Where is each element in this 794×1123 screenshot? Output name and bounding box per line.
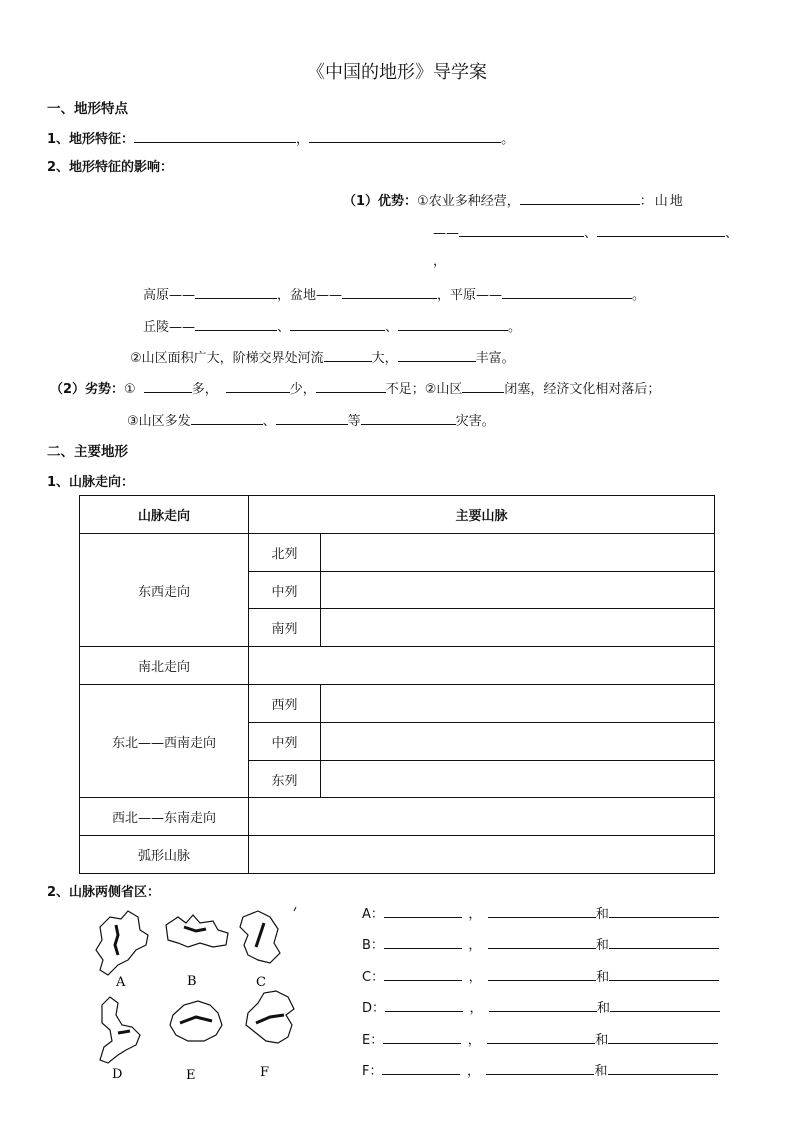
adv-row-6 xyxy=(130,347,515,368)
answer-row-d xyxy=(362,997,720,1018)
dun-3: 、 xyxy=(277,320,291,335)
cell-arc[interactable] xyxy=(249,836,715,874)
adv-row-5 xyxy=(143,316,521,337)
dis-row-1 xyxy=(50,378,660,399)
answer-blank[interactable] xyxy=(384,934,462,949)
map-e-outline xyxy=(170,1001,222,1041)
dis-blank-4[interactable] xyxy=(462,378,504,393)
dis-row-2 xyxy=(127,410,495,431)
adv-row-2 xyxy=(433,222,738,243)
row-arc: 弧形山脉 xyxy=(80,836,249,874)
map-d-outline xyxy=(100,997,140,1063)
q1-row xyxy=(47,128,514,149)
map-label-c: C xyxy=(256,975,266,990)
dis-blank-2[interactable] xyxy=(226,378,290,393)
dis-2: ②山区 xyxy=(424,382,463,397)
qiuling-label: 丘陵—— xyxy=(143,320,196,335)
dis-blank-1[interactable] xyxy=(144,378,192,393)
row-nesw-west: 西列 xyxy=(249,685,321,723)
dis-zaihai: 灾害。 xyxy=(455,414,495,429)
page-title: 《中国的地形》导学案 xyxy=(307,62,487,83)
dun-2: 、 xyxy=(725,226,739,241)
answer-blank[interactable] xyxy=(488,934,596,949)
pendi-label: ，盆地—— xyxy=(277,288,343,303)
answer-label: B： xyxy=(362,938,384,953)
answer-blank[interactable] xyxy=(385,997,463,1012)
answer-blank[interactable] xyxy=(384,903,462,918)
table-header-mountains: 主要山脉 xyxy=(249,496,715,534)
map-c-outline xyxy=(240,907,296,963)
adv-label: （1）优势： xyxy=(343,194,418,209)
answer-and: 和 xyxy=(596,970,610,985)
map-label-a: A xyxy=(116,975,126,990)
section-2-heading: 二、主要地形 xyxy=(47,444,128,460)
dun-1: 、 xyxy=(584,226,598,241)
answer-blank[interactable] xyxy=(488,903,596,918)
answer-label: E： xyxy=(362,1033,384,1048)
answer-sep: ， xyxy=(466,1064,480,1079)
province-maps xyxy=(88,905,313,1085)
dun-4: 、 xyxy=(385,320,399,335)
map-label-f: F xyxy=(260,1065,270,1080)
cell-nesw-middle[interactable] xyxy=(321,723,715,761)
q1-blank-2[interactable] xyxy=(309,128,501,143)
adv-row-1 xyxy=(343,190,685,211)
map-a-outline xyxy=(96,911,148,975)
cell-ew-middle[interactable] xyxy=(321,572,715,609)
dis-1: ① xyxy=(124,382,136,397)
cell-ew-south[interactable] xyxy=(321,609,715,647)
answer-sep: ， xyxy=(468,938,482,953)
answer-blank[interactable] xyxy=(608,1060,718,1075)
answer-sep: ， xyxy=(467,1033,481,1048)
table-header-direction: 山脉走向 xyxy=(80,496,249,534)
adv2-text-b: 大， xyxy=(371,351,398,366)
answer-blank[interactable] xyxy=(609,903,719,918)
answer-blank[interactable] xyxy=(383,1029,461,1044)
mountain-blank-1[interactable] xyxy=(459,222,584,237)
answer-and: 和 xyxy=(594,1064,608,1079)
cell-nesw-west[interactable] xyxy=(321,685,715,723)
mountain-dash: —— xyxy=(433,226,459,241)
answer-blank[interactable] xyxy=(384,966,462,981)
answer-blank[interactable] xyxy=(608,1029,718,1044)
cell-nesw-east[interactable] xyxy=(321,761,715,798)
dis-blank-7[interactable] xyxy=(361,410,456,425)
pingyuan-blank[interactable] xyxy=(502,284,632,299)
section-1-heading: 一、地形特点 xyxy=(47,101,128,117)
q2-label: 2、地形特征的影响： xyxy=(47,160,174,175)
adv2-text-a: ②山区面积广大，阶梯交界处河流 xyxy=(130,351,324,366)
adv-row-4 xyxy=(143,284,645,305)
row-ew-middle: 中列 xyxy=(249,572,321,609)
dun-5: 、 xyxy=(262,414,276,429)
gaoyuan-label: 高原—— xyxy=(143,288,196,303)
answer-row-b xyxy=(362,934,719,955)
cell-ew-north[interactable] xyxy=(321,534,715,572)
cell-ns[interactable] xyxy=(249,647,715,685)
dis-deng: 等 xyxy=(347,414,361,429)
qiuling-blank-3[interactable] xyxy=(398,316,508,331)
mountain-direction-table xyxy=(79,495,715,874)
pendi-blank[interactable] xyxy=(342,284,437,299)
dis-blank-6[interactable] xyxy=(276,410,348,425)
row-ew-south: 南列 xyxy=(249,609,321,647)
answer-blank[interactable] xyxy=(610,997,720,1012)
dis-3: ③山区多发 xyxy=(127,414,191,429)
adv2-blank-2[interactable] xyxy=(398,347,476,362)
answer-row-f xyxy=(362,1060,718,1081)
answer-sep: ， xyxy=(468,907,482,922)
dis-shao: 少， xyxy=(289,382,316,397)
q1-end: 。 xyxy=(501,132,515,147)
answer-row-a xyxy=(362,903,719,924)
answer-row-e xyxy=(362,1029,718,1050)
row-nesw: 东北——西南走向 xyxy=(80,685,249,798)
adv2-text-c: 丰富。 xyxy=(475,351,515,366)
cell-nwse[interactable] xyxy=(249,798,715,836)
dis-2b: 闭塞，经济文化相对落后； xyxy=(504,382,661,397)
s2-q1-label: 1、山脉走向： xyxy=(47,475,135,490)
adv2-blank-1[interactable] xyxy=(324,347,372,362)
answer-blank[interactable] xyxy=(486,1060,594,1075)
q1-blank-1[interactable] xyxy=(134,128,296,143)
row-nwse: 西北——东南走向 xyxy=(80,798,249,836)
answer-blank[interactable] xyxy=(488,966,596,981)
answer-and: 和 xyxy=(595,938,609,953)
adv-blank-1[interactable] xyxy=(520,190,640,205)
answer-and: 和 xyxy=(597,1001,611,1016)
pingyuan-label: ，平原—— xyxy=(437,288,503,303)
adv-colon: ：山地 xyxy=(639,194,685,209)
answer-row-c xyxy=(362,966,719,987)
answer-blank[interactable] xyxy=(489,997,597,1012)
answer-blank[interactable] xyxy=(609,934,719,949)
adv-item-1: ①农业多种经营， xyxy=(417,194,520,209)
answer-sep: ， xyxy=(469,1001,483,1016)
dis-blank-5[interactable] xyxy=(191,410,263,425)
map-b-outline xyxy=(166,915,228,947)
gaoyuan-blank[interactable] xyxy=(195,284,277,299)
map-label-b: B xyxy=(187,974,197,989)
q1-sep: ， xyxy=(296,132,310,147)
map-label-e: E xyxy=(186,1068,196,1083)
row5-end: 。 xyxy=(508,320,522,335)
row4-end: 。 xyxy=(632,288,646,303)
answer-label: D： xyxy=(362,1001,386,1016)
row-ew: 东西走向 xyxy=(80,534,249,647)
answer-label: F： xyxy=(362,1064,383,1079)
answer-blank[interactable] xyxy=(487,1029,595,1044)
dis-label: （2）劣势： xyxy=(50,382,125,397)
answer-label: A： xyxy=(362,907,384,922)
dis-blank-3[interactable] xyxy=(316,378,386,393)
answer-blank[interactable] xyxy=(609,966,719,981)
row-ew-north: 北列 xyxy=(249,534,321,572)
map-f-outline xyxy=(246,991,294,1043)
map-label-d: D xyxy=(112,1067,123,1082)
row-nesw-middle: 中列 xyxy=(249,723,321,761)
dis-duo: 多， xyxy=(191,382,218,397)
dis-buzu: 不足； xyxy=(385,382,425,397)
answer-label: C： xyxy=(362,970,385,985)
answer-and: 和 xyxy=(595,907,609,922)
q1-label: 1、地形特征： xyxy=(47,132,135,147)
qiuling-blank-1[interactable] xyxy=(195,316,277,331)
qiuling-blank-2[interactable] xyxy=(290,316,385,331)
row-nesw-east: 东列 xyxy=(249,761,321,798)
answer-sep: ， xyxy=(468,970,482,985)
adv-row-3: ， xyxy=(433,254,447,269)
answer-and: 和 xyxy=(595,1033,609,1048)
answer-blank[interactable] xyxy=(382,1060,460,1075)
s2-q2-label: 2、山脉两侧省区： xyxy=(47,885,161,900)
row-ns: 南北走向 xyxy=(80,647,249,685)
mountain-blank-2[interactable] xyxy=(597,222,725,237)
